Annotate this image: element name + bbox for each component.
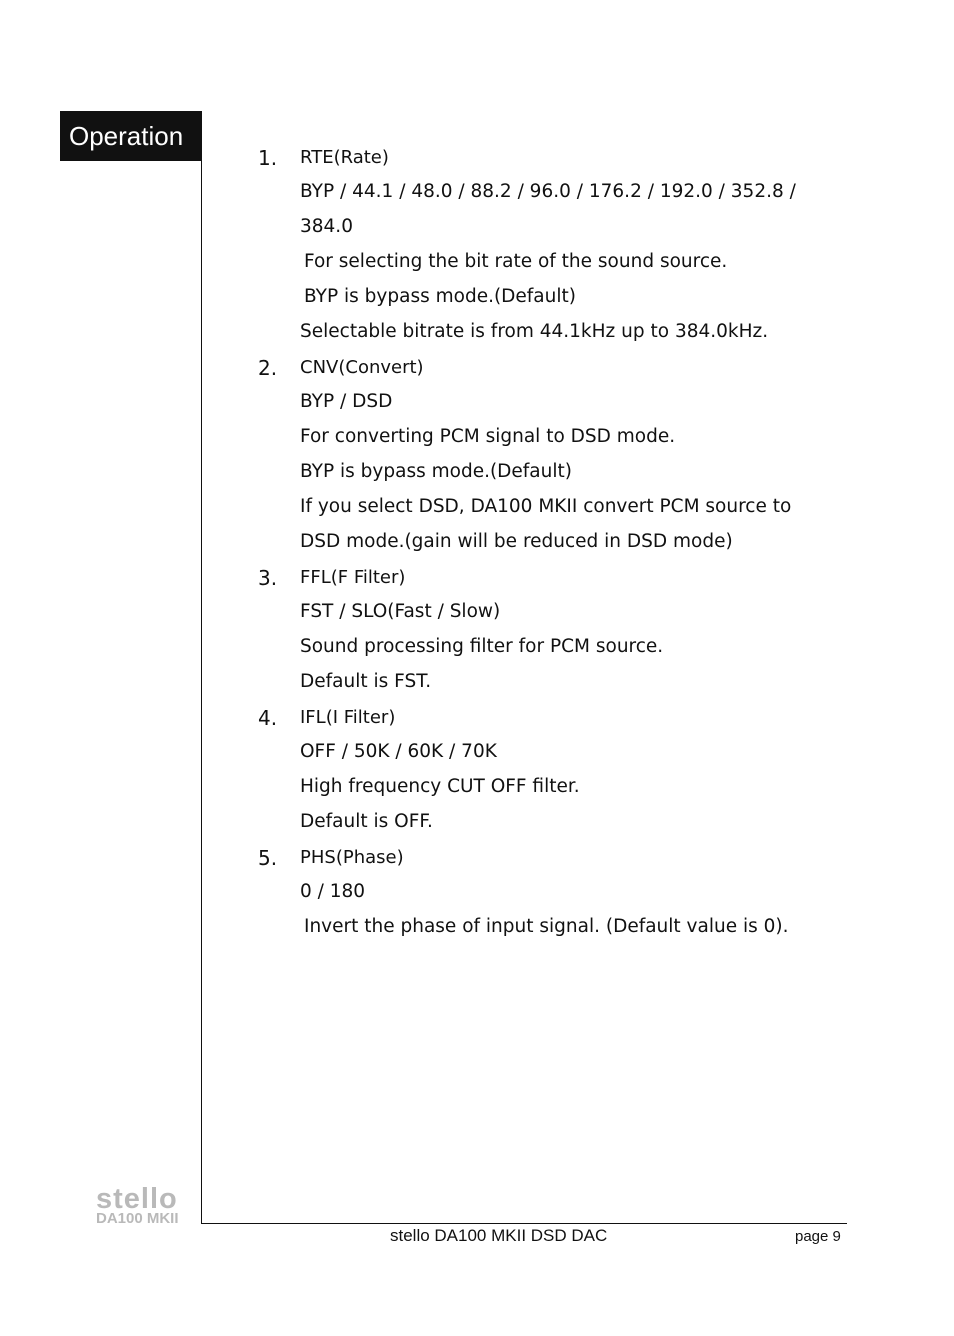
item-note-cont: DSD mode.(gain will be reduced in DSD mode) [300, 531, 733, 552]
item-description: Invert the phase of input signal. (Default value is 0). [304, 916, 789, 937]
item-description: High frequency CUT OFF filter. [300, 776, 580, 797]
item-default: Default is FST. [300, 671, 432, 692]
section-tab: Operation [60, 111, 202, 161]
item-description: For converting PCM signal to DSD mode. [300, 426, 676, 447]
item-default: BYP is bypass mode.(Default) [304, 286, 576, 307]
list-item [258, 702, 828, 839]
list-item [258, 352, 828, 559]
page-number: page 9 [795, 1228, 841, 1245]
item-note: If you select DSD, DA100 MKII convert PCM source to [300, 496, 792, 517]
item-number: 4. [258, 706, 278, 730]
item-options: OFF / 50K / 60K / 70K [300, 741, 497, 762]
item-number: 2. [258, 356, 278, 380]
item-number: 3. [258, 566, 278, 590]
item-note: Selectable bitrate is from 44.1kHz up to 384.0kHz. [300, 321, 769, 342]
list-item [258, 142, 828, 349]
item-title: FFL(F Filter) [300, 567, 406, 588]
list-item [258, 562, 828, 699]
item-options: FST / SLO(Fast / Slow) [300, 601, 501, 622]
vertical-divider [201, 111, 202, 1224]
brand-logo: stello [96, 1183, 178, 1215]
item-number: 5. [258, 846, 278, 870]
footer-divider [201, 1223, 847, 1224]
item-options: BYP / 44.1 / 48.0 / 88.2 / 96.0 / 176.2 / 192.0 / 352.8 / [300, 181, 796, 202]
item-description: For selecting the bit rate of the sound source. [304, 251, 728, 272]
item-title: IFL(I Filter) [300, 707, 396, 728]
item-options: 0 / 180 [300, 881, 366, 902]
item-title: RTE(Rate) [300, 147, 389, 168]
settings-list [258, 142, 828, 947]
item-options-cont: 384.0 [300, 216, 353, 237]
item-options: BYP / DSD [300, 391, 393, 412]
list-item [258, 842, 828, 944]
item-title: PHS(Phase) [300, 847, 404, 868]
brand-model: DA100 MKII [96, 1210, 179, 1227]
item-description: Sound processing filter for PCM source. [300, 636, 664, 657]
item-number: 1. [258, 146, 278, 170]
item-title: CNV(Convert) [300, 357, 424, 378]
item-default: Default is OFF. [300, 811, 433, 832]
footer-title: stello DA100 MKII DSD DAC [390, 1226, 608, 1245]
item-default: BYP is bypass mode.(Default) [300, 461, 572, 482]
